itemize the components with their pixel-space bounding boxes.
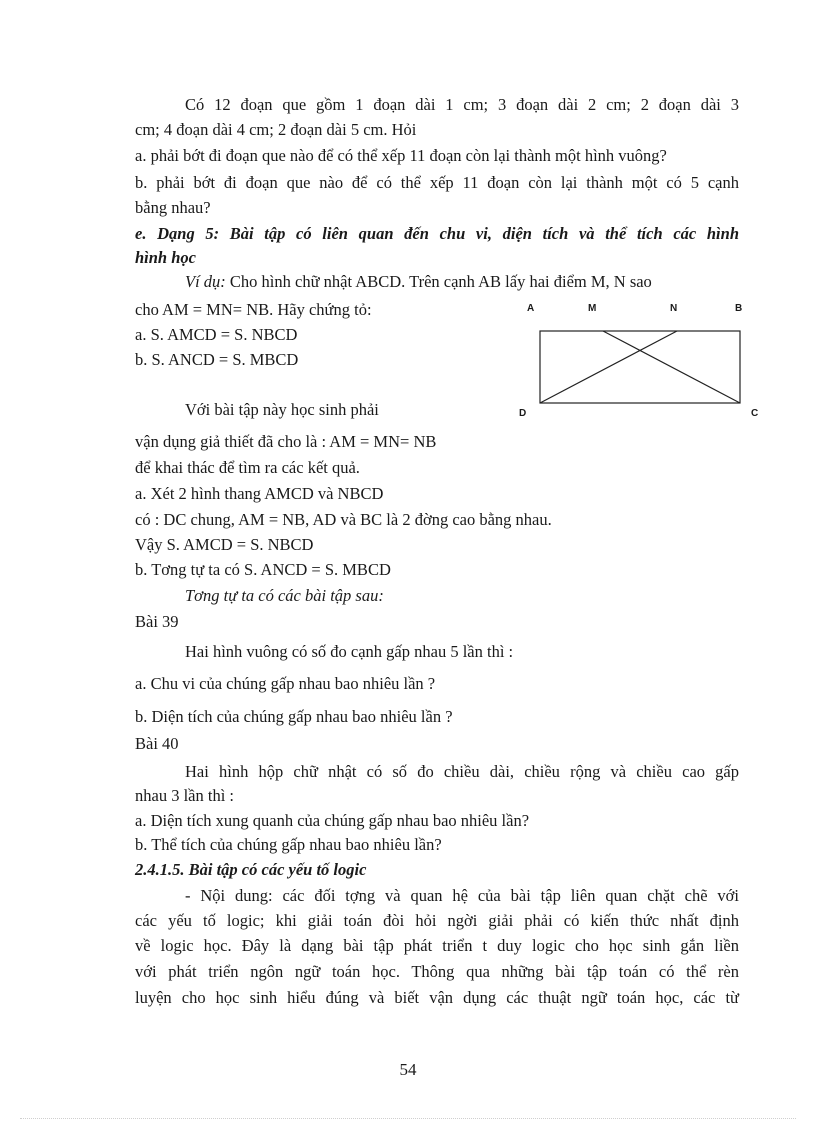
page-number: 54 bbox=[399, 1060, 417, 1079]
solution-line: Tơng tự ta có các bài tập sau: bbox=[185, 586, 384, 605]
solution-line: vận dụng giả thiết đã cho là : AM = MN= NB bbox=[135, 432, 437, 451]
section-heading: hình học bbox=[135, 248, 196, 267]
body-line: - Nội dung: các đối tợng và quan hệ của bài tập liên quan chặt chẽ với bbox=[185, 886, 739, 905]
example-line: cho AM = MN= NB. Hãy chứng tỏ: bbox=[135, 300, 372, 319]
example-text: Cho hình chữ nhật ABCD. Trên cạnh AB lấy hai điểm M, N sao bbox=[225, 272, 652, 291]
rectangle-figure bbox=[535, 328, 745, 408]
figure-label-b: B bbox=[735, 303, 743, 314]
exercise-line: b. Thể tích của chúng gấp nhau bao nhiêu lần? bbox=[135, 835, 442, 854]
solution-line: để khai thác để tìm ra các kết quả. bbox=[135, 458, 360, 477]
solution-line: a. Xét 2 hình thang AMCD và NBCD bbox=[135, 484, 384, 503]
footer-dotted-rule bbox=[20, 1118, 796, 1119]
subsection-heading: 2.4.1.5. Bài tập có các yếu tố logic bbox=[135, 860, 367, 879]
exercise-title-39: Bài 39 bbox=[135, 612, 179, 631]
body-line: về logic học. Đây là dạng bài tập phát triển t duy logic cho học sinh gắn liền bbox=[135, 936, 739, 955]
paragraph-line: a. phải bớt đi đoạn que nào để có thể xếp 11 đoạn còn lại thành một hình vuông? bbox=[135, 146, 667, 165]
figure-label-d: D bbox=[519, 408, 527, 419]
body-line: với phát triển ngôn ngữ toán học. Thông qua những bài tập toán có thể rèn bbox=[135, 962, 739, 981]
exercise-title-40: Bài 40 bbox=[135, 734, 179, 753]
paragraph-line: cm; 4 đoạn dài 4 cm; 2 đoạn dài 5 cm. Hỏi bbox=[135, 120, 417, 139]
example-line: a. S. AMCD = S. NBCD bbox=[135, 325, 298, 344]
rectangle-abcd bbox=[540, 331, 740, 403]
body-line: luyện cho học sinh hiểu đúng và biết vận dụng các thuật ngữ toán học, các từ bbox=[135, 988, 739, 1007]
solution-line: Với bài tập này học sinh phải bbox=[185, 400, 379, 419]
segment-dn bbox=[540, 331, 677, 403]
paragraph-line: b. phải bớt đi đoạn que nào để có thể xếp 11 đoạn còn lại thành một có 5 cạnh bbox=[135, 173, 739, 192]
example-line bbox=[185, 272, 739, 292]
figure-label-c: C bbox=[751, 408, 759, 419]
exercise-line: Hai hình vuông có số đo cạnh gấp nhau 5 lần thì : bbox=[185, 642, 514, 661]
paragraph-line: Có 12 đoạn que gồm 1 đoạn dài 1 cm; 3 đoạn dài 2 cm; 2 đoạn dài 3 bbox=[185, 95, 739, 114]
body-line: các yếu tố logic; khi giải toán đòi hỏi ngời giải phải có kiến thức nhất định bbox=[135, 911, 739, 930]
example-label: Ví dụ: bbox=[185, 272, 226, 291]
exercise-line: b. Diện tích của chúng gấp nhau bao nhiêu lần ? bbox=[135, 707, 453, 726]
solution-line: b. Tơng tự ta có S. ANCD = S. MBCD bbox=[135, 560, 391, 579]
example-line: b. S. ANCD = S. MBCD bbox=[135, 350, 299, 369]
figure-label-n: N bbox=[670, 303, 678, 314]
figure-label-a: A bbox=[527, 303, 535, 314]
segment-mc bbox=[603, 331, 740, 403]
paragraph-line: bằng nhau? bbox=[135, 198, 211, 217]
section-heading: e. Dạng 5: Bài tập có liên quan đến chu vi, diện tích và thể tích các hình bbox=[135, 224, 739, 243]
exercise-line: Hai hình hộp chữ nhật có số đo chiều dài, chiều rộng và chiều cao gấp bbox=[185, 762, 739, 781]
figure-label-m: M bbox=[588, 303, 597, 314]
exercise-line: a. Diện tích xung quanh của chúng gấp nhau bao nhiêu lần? bbox=[135, 811, 530, 830]
solution-line: có : DC chung, AM = NB, AD và BC là 2 đờng cao bằng nhau. bbox=[135, 510, 552, 529]
exercise-line: a. Chu vi của chúng gấp nhau bao nhiêu lần ? bbox=[135, 674, 436, 693]
exercise-line: nhau 3 lần thì : bbox=[135, 786, 234, 805]
solution-line: Vậy S. AMCD = S. NBCD bbox=[135, 535, 314, 554]
